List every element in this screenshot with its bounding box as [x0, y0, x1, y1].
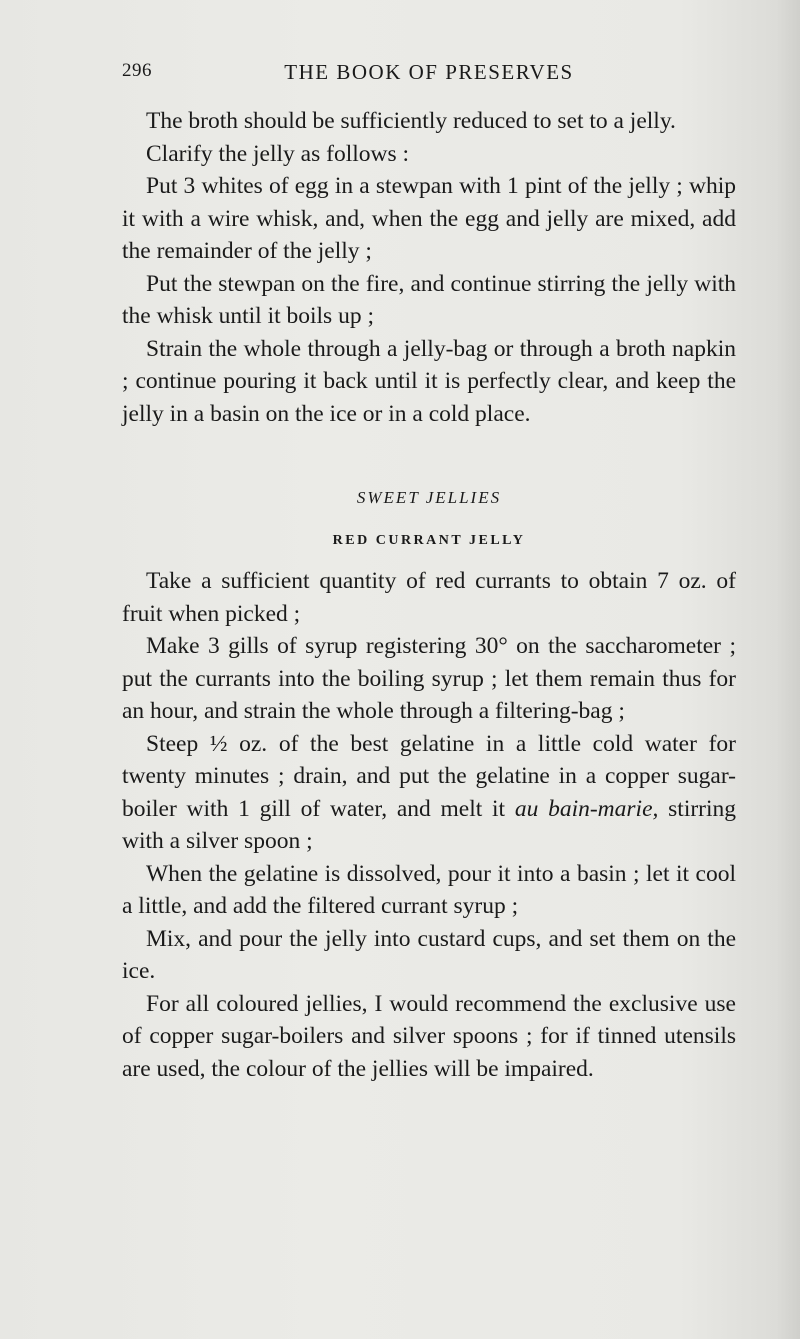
italic-phrase: au bain-marie, [514, 795, 659, 822]
paragraph: Clarify the jelly as follows : [146, 140, 410, 167]
running-title: THE BOOK OF PRESERVES [284, 60, 574, 84]
paragraph: The broth should be sufficiently reduced to set to a jelly. [146, 108, 676, 134]
paragraph-text: stirring with a silver spoon ; [122, 795, 737, 854]
recipe-heading: RED CURRANT JELLY [332, 533, 526, 548]
paragraph: Put the stewpan on the fire, and continue stirring the jelly with the whisk until it boils up ; [122, 270, 736, 329]
running-head [122, 60, 736, 90]
section-heading: SWEET JELLIES [356, 488, 502, 507]
paragraph-text: Steep ½ oz. of the best gelatine in a little cold water for twenty minutes ; drain, and put the gelatine in a copper sugar-boiler with 1 gill of water, and melt it [122, 730, 736, 822]
paragraph: Take a sufficient quantity of red currants to obtain 7 oz. of fruit when picked ; [122, 568, 736, 627]
paragraph: For all coloured jellies, I would recommend the exclusive use of copper sugar-boilers and silver spoons ; for if tinned utensils are used, the colour of the jellies will be impaired. [122, 990, 736, 1082]
page-number: 296 [122, 60, 152, 81]
paragraph: Put 3 whites of egg in a stewpan with 1 pint of the jelly ; whip it with a wire whisk, and, when the egg and jelly are mixed, add the remainder of the jelly ; [122, 173, 736, 264]
paragraph: When the gelatine is dissolved, pour it into a basin ; let it cool a little, and add the filtered currant syrup ; [122, 860, 736, 919]
paragraph [122, 728, 736, 858]
paragraph: Make 3 gills of syrup registering 30° on the saccharometer ; put the currants into the boiling syrup ; let them remain thus for an hour, and strain the whole through a filtering-bag ; [122, 633, 736, 724]
paragraph: Mix, and pour the jelly into custard cups, and set them on the ice. [122, 925, 736, 984]
paragraph: Strain the whole through a jelly-bag or through a broth napkin ; continue pouring it back until it is perfectly clear, and keep the jelly in a basin on the ice or in a cold place. [122, 335, 736, 427]
body-text [122, 105, 736, 1085]
